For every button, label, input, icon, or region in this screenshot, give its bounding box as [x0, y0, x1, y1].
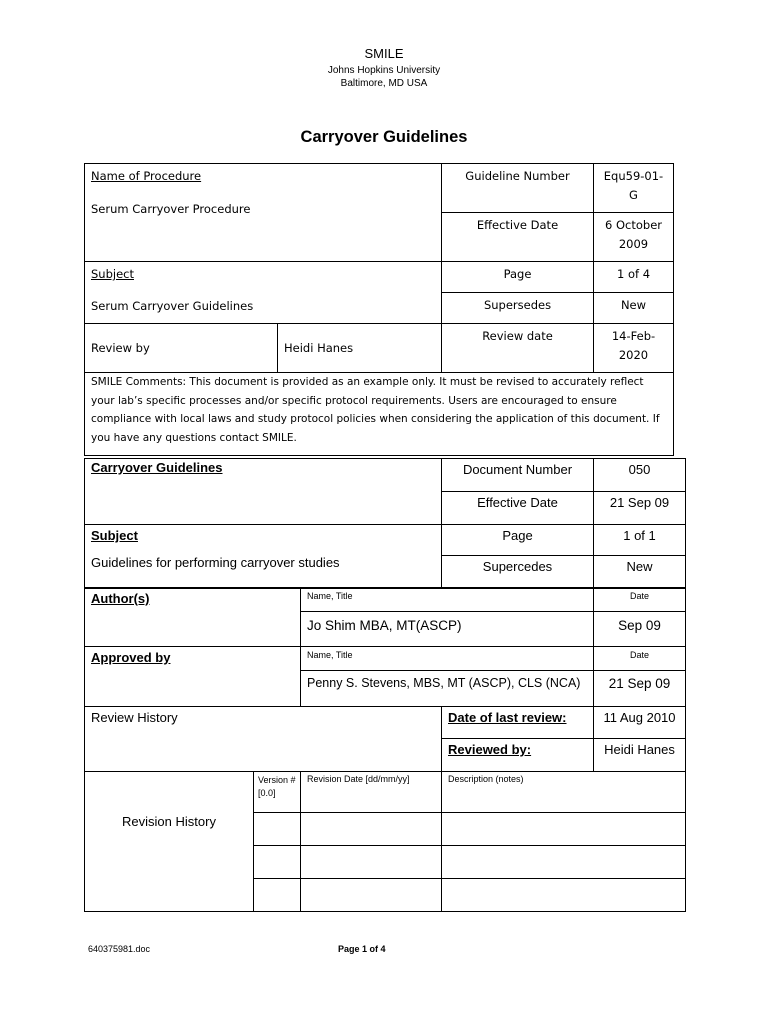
subject-label: Subject — [91, 267, 134, 281]
supercedes-label: Supercedes — [442, 556, 594, 589]
page-label-2: Page — [442, 525, 594, 556]
review-date-value: 14-Feb-2020 — [594, 324, 674, 373]
revision-row-2-description — [442, 846, 686, 879]
approved-label: Approved by — [91, 650, 171, 665]
name-of-procedure-label: Name of Procedure — [91, 169, 202, 183]
revision-date-label: Revision Date [dd/mm/yy] — [301, 772, 442, 813]
subject-value: Serum Carryover Guidelines — [91, 299, 254, 313]
guidelines-meta-table — [441, 458, 686, 589]
effective-date-value-2: 21 Sep 09 — [594, 492, 686, 525]
revision-row-3-date — [301, 879, 442, 912]
revision-row-1-description — [442, 813, 686, 846]
org-name: SMILE — [364, 46, 404, 61]
authors-cell — [85, 588, 301, 647]
document-title: Carryover Guidelines — [300, 128, 468, 146]
last-review-value: 11 Aug 2010 — [594, 707, 686, 739]
authors-table — [84, 587, 686, 772]
approved-name: Penny S. Stevens, MBS, MT (ASCP), CLS (NCA) — [307, 676, 581, 690]
approved-cell — [85, 647, 301, 707]
approved-date: 21 Sep 09 — [608, 676, 671, 691]
reviewed-by-label: Reviewed by: — [448, 742, 532, 757]
revision-history-table — [84, 771, 686, 912]
footer-filename: 640375981.doc — [88, 944, 151, 954]
effective-date-label: Effective Date — [442, 213, 594, 262]
reviewed-by-label-cell — [442, 739, 594, 772]
revision-row-1-date — [301, 813, 442, 846]
author-name-title-label: Name, Title — [301, 588, 593, 612]
reviewed-by-value: Heidi Hanes — [594, 739, 686, 772]
review-history-label: Review History — [91, 710, 178, 725]
footer-page-number: Page 1 of 4 — [338, 944, 386, 954]
page-label: Page — [442, 262, 594, 293]
page-value: 1 of 4 — [594, 262, 674, 293]
supersedes-label: Supersedes — [442, 293, 594, 324]
revision-row-2-date — [301, 846, 442, 879]
revision-row-3-description — [442, 879, 686, 912]
author-name-cell — [301, 588, 594, 647]
review-date-label: Review date — [442, 324, 594, 373]
subject-cell — [85, 262, 442, 324]
review-by-label: Review by — [85, 324, 278, 373]
revision-row-1-version — [254, 813, 301, 846]
revision-row-2-version — [254, 846, 301, 879]
guideline-number-value: Equ59-01-G — [594, 164, 674, 213]
document-number-value: 050 — [594, 459, 686, 492]
subject-value-2: Guidelines for performing carryover studies — [91, 555, 340, 570]
review-by-value: Heidi Hanes — [278, 324, 442, 373]
approved-name-title-label: Name, Title — [301, 647, 593, 671]
university-name: Johns Hopkins University — [327, 65, 441, 76]
review-history-cell — [85, 707, 442, 772]
last-review-label: Date of last review: — [448, 710, 567, 725]
name-of-procedure-value: Serum Carryover Procedure — [91, 202, 251, 216]
name-of-procedure-cell — [85, 164, 442, 262]
revision-row-3-version — [254, 879, 301, 912]
page-value-2: 1 of 1 — [594, 525, 686, 556]
author-name: Jo Shim MBA, MT(ASCP) — [307, 618, 462, 633]
supersedes-value: New — [594, 293, 674, 324]
last-review-label-cell — [442, 707, 594, 739]
effective-date-value: 6 October 2009 — [594, 213, 674, 262]
document-number-label: Document Number — [442, 459, 594, 492]
revision-history-label: Revision History — [85, 772, 254, 912]
approved-name-cell — [301, 647, 594, 707]
author-date-label: Date — [594, 588, 685, 612]
authors-label: Author(s) — [91, 591, 150, 606]
author-date-cell — [594, 588, 686, 647]
effective-date-label-2: Effective Date — [442, 492, 594, 525]
supercedes-value: New — [594, 556, 686, 589]
smile-comments: SMILE Comments: This document is provided as an example only. It must be revised to accurately reflect your lab’s specific processes and/or specific protocol requirements. Users are encouraged to ensure compliance with local laws and study protocol policies when considering the application of this document. If you have any questions contact SMILE. — [85, 373, 674, 456]
description-label: Description (notes) — [442, 772, 686, 813]
city-name: Baltimore, MD USA — [340, 78, 428, 89]
subject-label-2: Subject — [91, 528, 138, 543]
approved-date-cell — [594, 647, 686, 707]
author-date: Sep 09 — [618, 618, 661, 633]
carryover-title-label: Carryover Guidelines — [91, 460, 223, 475]
procedure-table — [84, 163, 674, 456]
guideline-number-label: Guideline Number — [442, 164, 594, 213]
approved-date-label: Date — [594, 647, 685, 671]
version-label: Version # [0.0] — [254, 772, 301, 813]
